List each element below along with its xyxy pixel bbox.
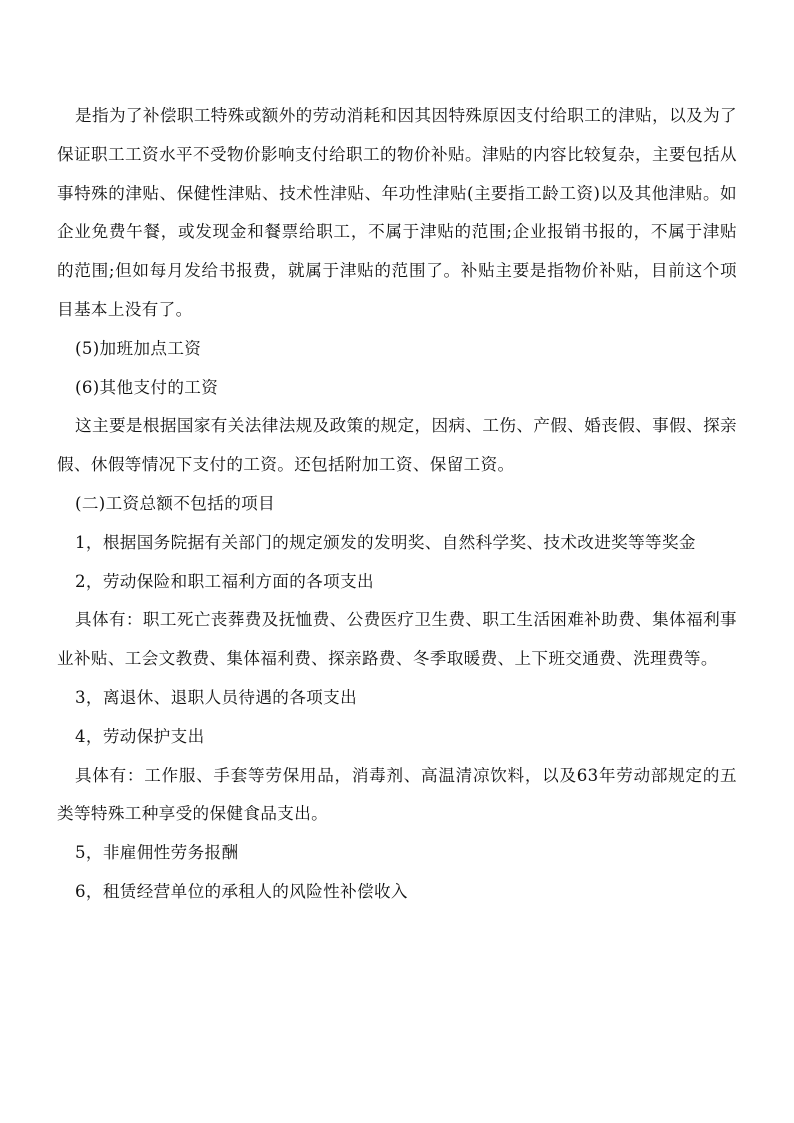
paragraph-excluded-item-1: 1，根据国务院据有关部门的规定颁发的发明奖、自然科学奖、技术改进奖等等奖金 [75, 532, 696, 552]
paragraph-overtime-wages: (5)加班加点工资 [75, 338, 202, 358]
paragraph-excluded-item-4-details: 具体有：工作服、手套等劳保用品，消毒剂、高温清凉饮料，以及63年劳动部规定的五类等特殊工种享受的保健食品支出。 [57, 765, 737, 824]
paragraph-allowance-definition: 是指为了补偿职工特殊或额外的劳动消耗和因其因特殊原因支付给职工的津贴，以及为了保证职工工资水平不受物价影响支付给职工的物价补贴。津贴的内容比较复杂，主要包括从事特殊的津贴、保健性津贴、技术性津贴、年功性津贴(主要指工龄工资)以及其他津贴。如企业免费午餐，或发现金和餐票给职工，不属于津贴的范围;企业报销书报的，不属于津贴的范围;但如每月发给书报费，就属于津贴的范围了。补贴主要是指物价补贴，目前这个项目基本上没有了。 [57, 106, 737, 319]
paragraph-excluded-item-5: 5，非雇佣性劳务报酬 [75, 843, 239, 863]
paragraph-other-wages-details: 这主要是根据国家有关法律法规及政策的规定，因病、工伤、产假、婚丧假、事假、探亲假、休假等情况下支付的工资。还包括附加工资、保留工资。 [57, 416, 737, 475]
document-body [57, 97, 737, 912]
paragraph-excluded-item-3: 3，离退休、退职人员待遇的各项支出 [75, 687, 358, 707]
paragraph-excluded-item-4: 4，劳动保护支出 [75, 726, 205, 746]
paragraph-excluded-item-6: 6，租赁经营单位的承租人的风险性补偿收入 [75, 881, 408, 901]
paragraph-excluded-item-2: 2，劳动保险和职工福利方面的各项支出 [75, 571, 374, 591]
paragraph-excluded-items-heading: (二)工资总额不包括的项目 [75, 493, 276, 513]
paragraph-excluded-item-2-details: 具体有：职工死亡丧葬费及抚恤费、公费医疗卫生费、职工生活困难补助费、集体福利事业补贴、工会文教费、集体福利费、探亲路费、冬季取暖费、上下班交通费、洗理费等。 [57, 610, 737, 669]
paragraph-other-wages: (6)其他支付的工资 [75, 377, 219, 397]
